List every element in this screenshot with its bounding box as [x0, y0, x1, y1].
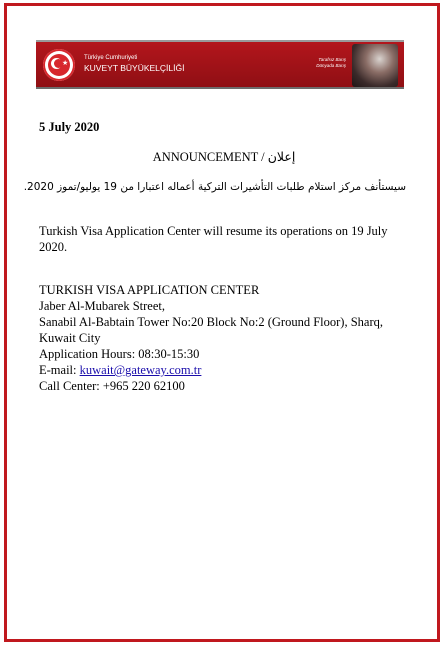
document-date: 5 July 2020	[39, 120, 100, 134]
address-block	[39, 282, 409, 394]
embassy-banner	[36, 40, 404, 89]
email-line	[39, 362, 409, 378]
application-hours: Application Hours: 08:30-15:30	[39, 347, 200, 361]
english-announcement: Turkish Visa Application Center will resume its operations on 19 July 2020.	[39, 224, 388, 254]
street-line: Jaber Al-Mubarek Street,	[39, 299, 166, 313]
announcement-heading: ANNOUNCEMENT / إعلان	[152, 150, 296, 164]
center-name: TURKISH VISA APPLICATION CENTER	[39, 283, 260, 297]
email-link[interactable]: kuwait@gateway.com.tr	[79, 363, 202, 377]
banner-caption-line2: Dünyada Barış	[316, 63, 346, 68]
banner-title: KUVEYT BÜYÜKELÇİLİĞİ	[84, 63, 185, 73]
banner-subtitle: Türkiye Cumhuriyeti	[84, 55, 138, 61]
banner-caption	[304, 57, 346, 69]
building-line: Sanabil Al-Babtain Tower No:20 Block No:2 (Ground Floor), Sharq, Kuwait City	[39, 315, 383, 345]
call-center-line: Call Center: +965 220 62100	[39, 379, 185, 393]
portrait-image	[352, 44, 398, 87]
email-label: E-mail:	[39, 363, 80, 377]
banner-caption-line1: Tarafsız Barış	[318, 57, 346, 62]
arabic-announcement: سيستأنف مركز استلام طلبات التأشيرات التركية أعماله اعتبارا من 19 يوليو/تموز 2020.	[23, 181, 406, 193]
turkish-crescent-star-icon: ★	[43, 49, 75, 81]
